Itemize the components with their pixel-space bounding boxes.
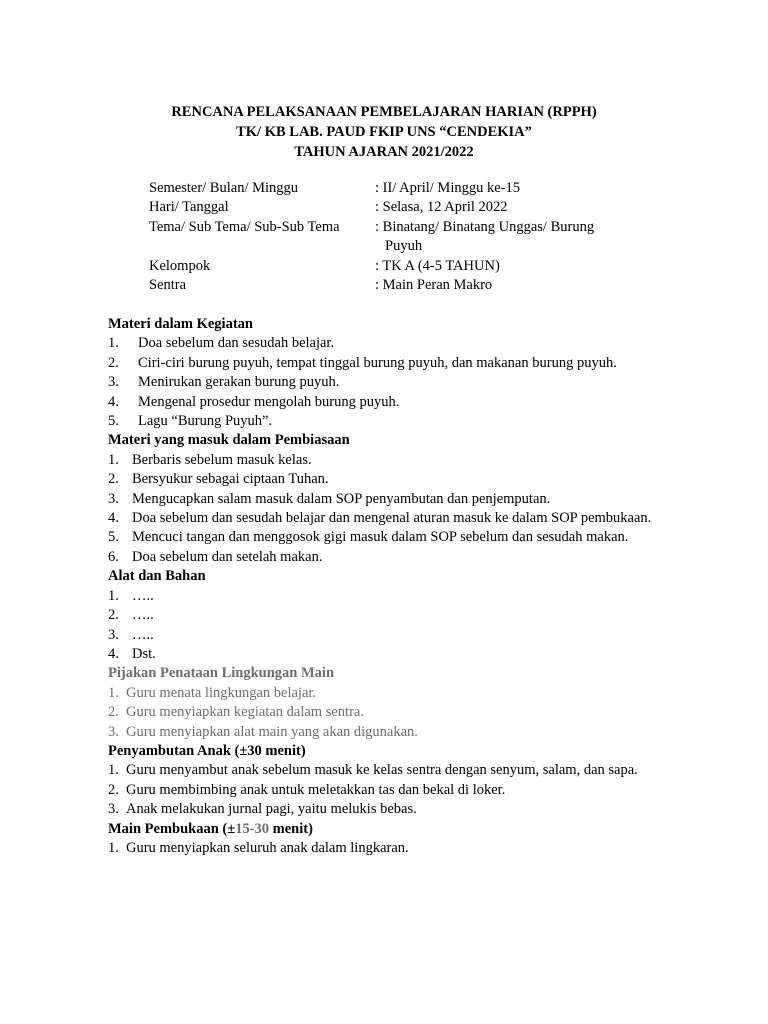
meta-row-sentra	[149, 276, 669, 295]
document-title	[0, 102, 768, 162]
list-number: 1.	[108, 839, 119, 856]
meta-label: Kelompok	[149, 257, 211, 274]
list-item	[108, 451, 658, 470]
list-number: 1.	[108, 587, 119, 604]
list-number: 4.	[108, 645, 119, 662]
meta-row-kelompok	[149, 257, 669, 276]
list-number: 5.	[108, 529, 119, 546]
list-item	[108, 606, 658, 625]
list-number: 1.	[108, 684, 119, 701]
title-line-2: TK/ KB LAB. PAUD FKIP UNS “CENDEKIA”	[236, 124, 532, 140]
list-text: Guru menyiapkan seluruh anak dalam lingkaran.	[126, 839, 409, 856]
list-number: 3.	[108, 626, 119, 643]
list-number: 3.	[108, 374, 119, 391]
list-item	[108, 800, 658, 819]
heading-highlight: 15-30	[235, 820, 270, 837]
list-text: Guru membimbing anak untuk meletakkan tas dan bekal di loker.	[126, 781, 506, 798]
list-number: 1.	[108, 335, 119, 352]
meta-label: Tema/ Sub Tema/ Sub-Sub Tema	[149, 218, 340, 235]
list-text: Doa sebelum dan sesudah belajar.	[138, 335, 335, 352]
meta-label: Semester/ Bulan/ Minggu	[149, 180, 299, 196]
meta-value-continuation: Puyuh	[385, 238, 423, 255]
list-text: Mengenal prosedur mengolah burung puyuh.	[138, 393, 400, 410]
list-item	[108, 761, 658, 780]
list-number: 1.	[108, 451, 119, 468]
list-text: Ciri-ciri burung puyuh, tempat tinggal burung puyuh, dan makanan burung puyuh.	[138, 354, 617, 371]
list-number: 2.	[108, 781, 119, 798]
list-item	[108, 373, 658, 392]
list-item	[108, 334, 658, 353]
list-number: 3.	[108, 490, 119, 507]
heading-part: Main Pembukaan (±	[108, 820, 236, 837]
section-heading-pembukaan	[108, 820, 658, 839]
list-item	[108, 412, 658, 431]
meta-value	[375, 218, 669, 257]
heading-part: menit)	[269, 820, 313, 837]
meta-value: : TK A (4-5 TAHUN)	[375, 257, 500, 274]
meta-value: : II/ April/ Minggu ke-15	[375, 180, 520, 196]
meta-row-tema	[149, 218, 669, 257]
list-number: 2.	[108, 704, 119, 721]
list-number: 1.	[108, 762, 119, 779]
list-number: 5.	[108, 413, 119, 430]
list-number: 3.	[108, 723, 119, 740]
meta-label: Hari/ Tanggal	[149, 199, 229, 216]
list-item	[108, 626, 658, 645]
list-text: Menirukan gerakan burung puyuh.	[138, 374, 340, 391]
list-number: 2.	[108, 607, 119, 624]
list-text: Berbaris sebelum masuk kelas.	[132, 451, 312, 468]
list-item	[108, 548, 658, 567]
list-item	[108, 781, 658, 800]
list-text: Guru menyambut anak sebelum masuk ke kelas sentra dengan senyum, salam, dan sapa.	[126, 762, 638, 779]
title-line-3: TAHUN AJARAN 2021/2022	[294, 144, 474, 160]
list-number: 2.	[108, 354, 119, 371]
list-item	[108, 703, 658, 722]
list-item	[108, 645, 658, 664]
list-text: Doa sebelum dan setelah makan.	[132, 548, 323, 565]
list-text: Dst.	[132, 645, 156, 662]
meta-row-semester	[149, 179, 669, 198]
list-item	[108, 839, 658, 858]
list-text: Guru menata lingkungan belajar.	[126, 684, 317, 701]
list-text: …..	[132, 587, 154, 604]
list-text: Guru menyiapkan kegiatan dalam sentra.	[126, 704, 364, 721]
section-heading-alat: Alat dan Bahan	[108, 568, 206, 585]
list-number: 4.	[108, 393, 119, 410]
meta-value: : Selasa, 12 April 2022	[375, 199, 508, 216]
list-text: Lagu “Burung Puyuh”.	[138, 413, 273, 430]
list-number: 3.	[108, 801, 119, 818]
list-text: Doa sebelum dan sesudah belajar dan mengenal aturan masuk ke dalam SOP pembukaan.	[132, 510, 652, 527]
list-item	[108, 684, 658, 703]
list-text: Mengucapkan salam masuk dalam SOP penyambutan dan penjemputan.	[132, 490, 551, 507]
section-heading-pijakan: Pijakan Penataan Lingkungan Main	[108, 665, 335, 682]
list-item	[108, 723, 658, 742]
list-item	[108, 490, 658, 509]
list-text: Anak melakukan jurnal pagi, yaitu melukis bebas.	[126, 801, 417, 818]
list-number: 6.	[108, 548, 119, 565]
list-item	[108, 528, 658, 547]
meta-label: Sentra	[149, 277, 187, 294]
list-number: 4.	[108, 510, 119, 527]
list-item	[108, 393, 658, 412]
section-heading-pembiasaan: Materi yang masuk dalam Pembiasaan	[108, 432, 350, 449]
list-item	[108, 509, 658, 528]
meta-row-hari	[149, 198, 669, 217]
list-text: Mencuci tangan dan menggosok gigi masuk dalam SOP sebelum dan sesudah makan.	[132, 529, 629, 546]
meta-value-line: : Binatang/ Binatang Unggas/ Burung	[375, 218, 595, 235]
list-text: …..	[132, 626, 154, 643]
list-text: …..	[132, 607, 154, 624]
meta-value: : Main Peran Makro	[375, 277, 493, 294]
section-heading-materi: Materi dalam Kegiatan	[108, 316, 253, 332]
list-number: 2.	[108, 471, 119, 488]
title-line-1: RENCANA PELAKSANAAN PEMBELAJARAN HARIAN (RPPH)	[171, 104, 597, 120]
list-item	[108, 470, 658, 489]
list-item	[108, 587, 658, 606]
list-item	[108, 354, 658, 373]
document-content	[108, 315, 658, 858]
meta-info	[149, 179, 669, 295]
list-text: Guru menyiapkan alat main yang akan digunakan.	[126, 723, 418, 740]
list-text: Bersyukur sebagai ciptaan Tuhan.	[132, 471, 329, 488]
section-heading-penyambutan: Penyambutan Anak (±30 menit)	[108, 742, 306, 759]
